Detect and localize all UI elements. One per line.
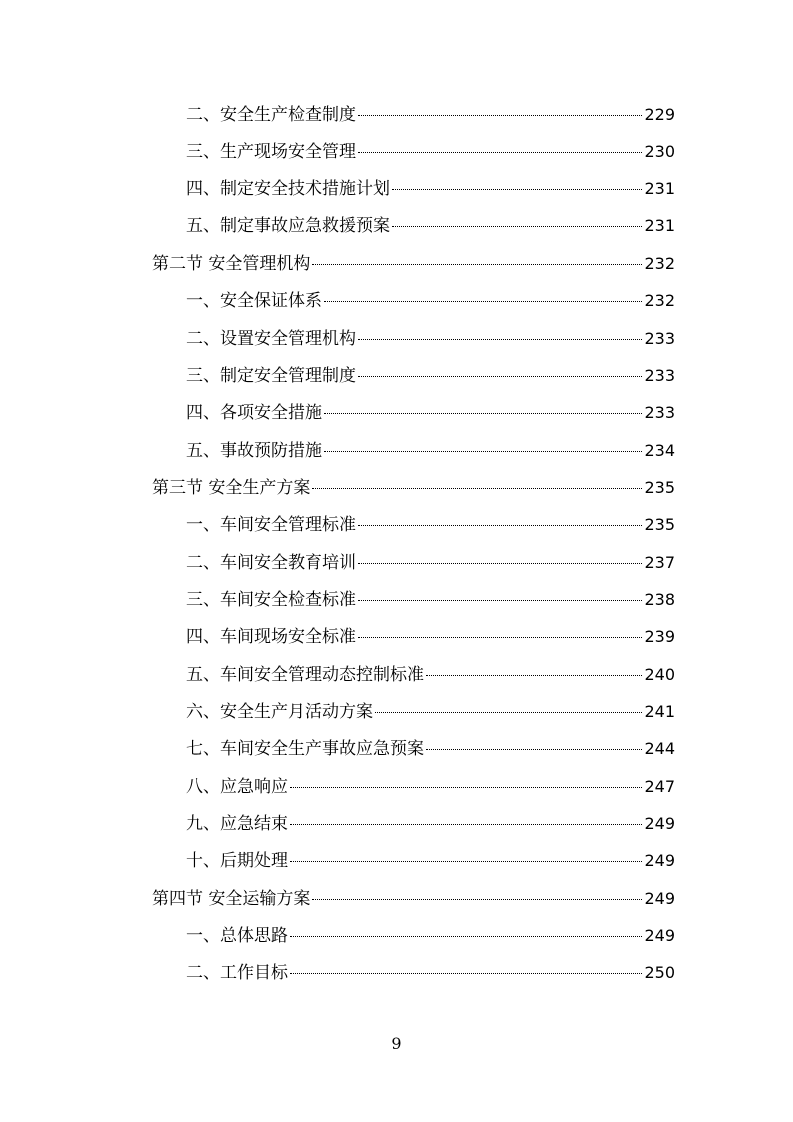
toc-entry[interactable] (186, 398, 675, 424)
toc-entry-title: 八、应急响应 (186, 777, 288, 797)
dot-leader (358, 525, 642, 526)
toc-entry-title: 一、总体思路 (186, 926, 288, 946)
toc-entry-page: 250 (644, 963, 675, 982)
dot-leader (358, 152, 642, 153)
dot-leader (290, 973, 642, 974)
toc-section-entry[interactable] (152, 473, 675, 499)
dot-leader (358, 563, 642, 564)
dot-leader (358, 600, 642, 601)
toc-entry-title: 五、事故预防措施 (186, 441, 322, 461)
toc-entry-page: 249 (644, 814, 675, 833)
dot-leader (312, 264, 642, 265)
toc-entry-page: 239 (644, 627, 675, 646)
dot-leader (312, 488, 642, 489)
toc-entry-page: 233 (644, 329, 675, 348)
dot-leader (358, 637, 642, 638)
toc-entry-page: 237 (644, 553, 675, 572)
page-number: 9 (391, 1034, 402, 1053)
dot-leader (290, 936, 642, 937)
dot-leader (392, 189, 642, 190)
dot-leader (312, 899, 642, 900)
dot-leader (358, 115, 642, 116)
toc-entry[interactable] (186, 772, 675, 798)
toc-entry-page: 231 (644, 179, 675, 198)
toc-entry-title: 二、安全生产检查制度 (186, 105, 356, 125)
dot-leader (324, 451, 642, 452)
toc-entry-title: 四、制定安全技术措施计划 (186, 179, 390, 199)
toc-entry-page: 233 (644, 366, 675, 385)
toc-entry-page: 232 (644, 291, 675, 310)
toc-entry[interactable] (186, 585, 675, 611)
toc-entry-title: 三、车间安全检查标准 (186, 590, 356, 610)
toc-entry-page: 235 (644, 478, 675, 497)
toc-entry-page: 241 (644, 702, 675, 721)
toc-entry-title: 五、车间安全管理动态控制标准 (186, 665, 424, 685)
dot-leader (290, 787, 642, 788)
toc-entry[interactable] (186, 734, 675, 760)
toc-entry-title: 二、车间安全教育培训 (186, 553, 356, 573)
toc-entry-page: 233 (644, 403, 675, 422)
toc-entry-title: 九、应急结束 (186, 814, 288, 834)
toc-entry[interactable] (186, 660, 675, 686)
dot-leader (358, 339, 642, 340)
toc-entry-title: 十、后期处理 (186, 851, 288, 871)
toc-entry[interactable] (186, 697, 675, 723)
toc-entry-page: 249 (644, 926, 675, 945)
toc-entry-page: 244 (644, 739, 675, 758)
toc-entry[interactable] (186, 137, 675, 163)
toc-section-entry[interactable] (152, 884, 675, 910)
toc-entry-title: 四、车间现场安全标准 (186, 627, 356, 647)
toc-entry[interactable] (186, 211, 675, 237)
dot-leader (426, 749, 642, 750)
toc-entry[interactable] (186, 324, 675, 350)
toc-entry-title: 二、工作目标 (186, 963, 288, 983)
toc-entry[interactable] (186, 622, 675, 648)
toc-entry-page: 238 (644, 590, 675, 609)
toc-entry-title: 第四节 安全运输方案 (152, 889, 311, 909)
toc-section-entry[interactable] (152, 249, 675, 275)
toc-entry-title: 三、生产现场安全管理 (186, 142, 356, 162)
toc-entry[interactable] (186, 548, 675, 574)
toc-entry[interactable] (186, 361, 675, 387)
toc-entry-page: 240 (644, 665, 675, 684)
toc-entry-page: 235 (644, 515, 675, 534)
toc-entry-page: 249 (644, 889, 675, 908)
toc-entry-title: 第二节 安全管理机构 (152, 254, 311, 274)
toc-entry-page: 232 (644, 254, 675, 273)
dot-leader (426, 675, 642, 676)
dot-leader (358, 376, 642, 377)
toc-entry-page: 247 (644, 777, 675, 796)
toc-entry-page: 249 (644, 851, 675, 870)
toc-entry-title: 四、各项安全措施 (186, 403, 322, 423)
toc-entry-page: 229 (644, 105, 675, 124)
toc-entry[interactable] (186, 958, 675, 984)
toc-entry[interactable] (186, 286, 675, 312)
toc-entry-title: 五、制定事故应急救援预案 (186, 216, 390, 236)
dot-leader (290, 861, 642, 862)
toc-entry-page: 230 (644, 142, 675, 161)
dot-leader (290, 824, 642, 825)
toc-entry[interactable] (186, 921, 675, 947)
toc-entry-title: 六、安全生产月活动方案 (186, 702, 373, 722)
dot-leader (392, 226, 642, 227)
toc-entry[interactable] (186, 510, 675, 536)
toc-entry-page: 231 (644, 216, 675, 235)
dot-leader (324, 413, 642, 414)
toc-entry-title: 第三节 安全生产方案 (152, 478, 311, 498)
dot-leader (324, 301, 642, 302)
toc-entry[interactable] (186, 436, 675, 462)
toc-entry[interactable] (186, 846, 675, 872)
toc-entry-title: 七、车间安全生产事故应急预案 (186, 739, 424, 759)
toc-entry[interactable] (186, 174, 675, 200)
toc-entry-title: 一、安全保证体系 (186, 291, 322, 311)
toc-entry-page: 234 (644, 441, 675, 460)
dot-leader (375, 712, 642, 713)
toc-entry[interactable] (186, 809, 675, 835)
toc-entry-title: 一、车间安全管理标准 (186, 515, 356, 535)
toc-entry[interactable] (186, 100, 675, 126)
toc-entry-title: 二、设置安全管理机构 (186, 329, 356, 349)
toc-entry-title: 三、制定安全管理制度 (186, 366, 356, 386)
